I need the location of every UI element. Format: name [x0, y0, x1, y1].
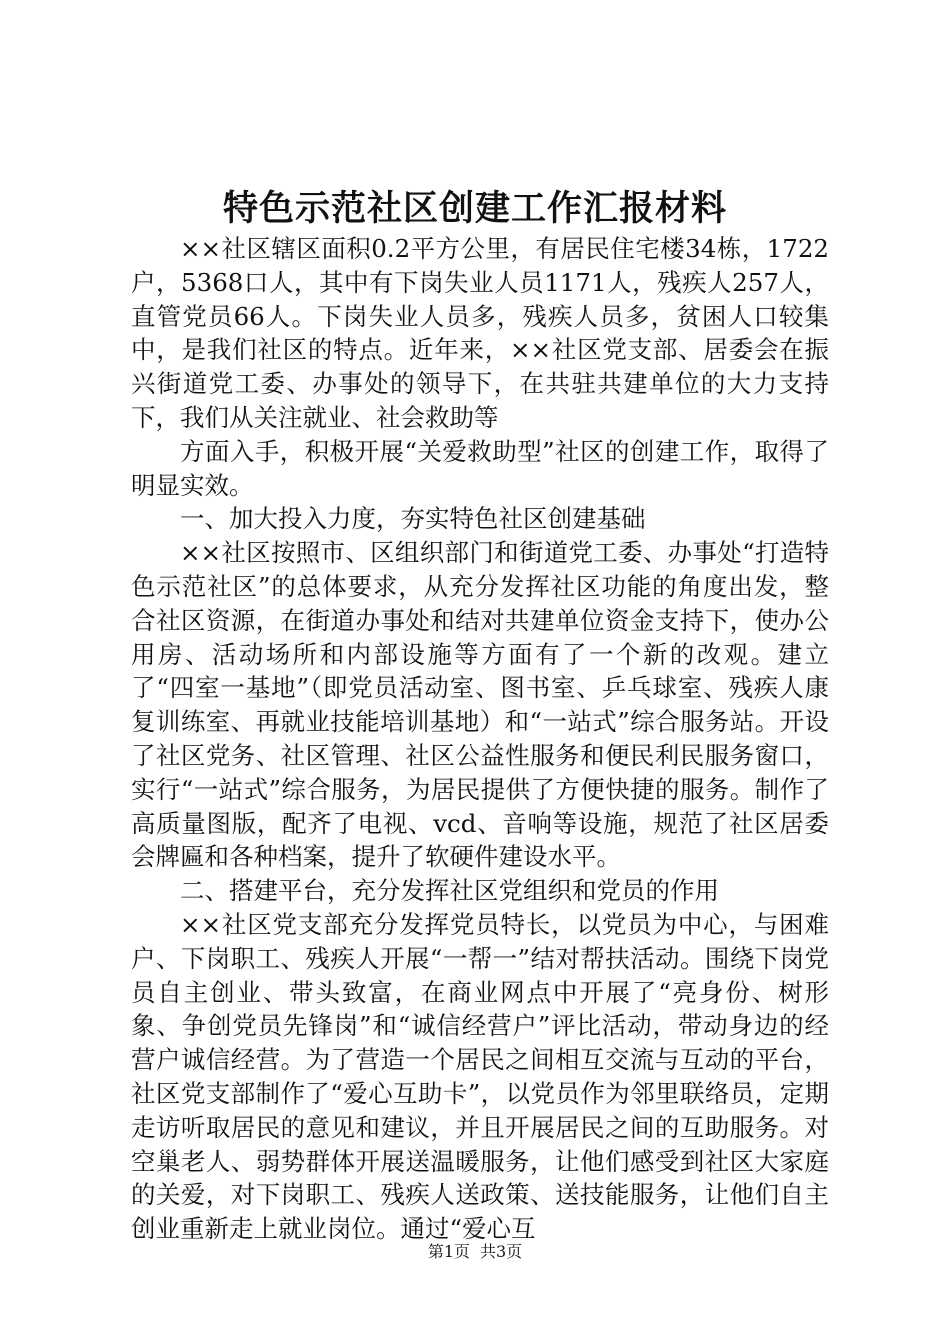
page-footer — [0, 1240, 950, 1264]
paragraph-intro: ××社区辖区面积0.2平方公里，有居民住宅楼34栋，1722户，5368口人，其中有下岗失业人员1171人，残疾人257人，直管党员66人。下岗失业人员多，残疾人员多，贫困人口较集中，是我们社区的特点。近年来，××社区党支部、居委会在振兴街道党工委、办事处的领导下，在共驻共建单位的大力支持下，我们从关注就业、社会救助等 — [131, 234, 829, 432]
document-title: 特色示范社区创建工作汇报材料 — [222, 188, 727, 229]
document-body — [131, 232, 829, 1246]
paragraph-intro-continued: 方面入手，积极开展“关爱救助型”社区的创建工作，取得了明显实效。 — [131, 436, 829, 500]
section-heading-2: 二、搭建平台，充分发挥社区党组织和党员的作用 — [180, 876, 719, 906]
section-heading-1: 一、加大投入力度，夯实特色社区创建基础 — [180, 504, 646, 534]
paragraph-section-1: ××社区按照市、区组织部门和街道党工委、办事处“打造特色示范社区”的总体要求，从充分发挥社区功能的角度出发，整合社区资源，在街道办事处和结对共建单位资金支持下，使办公用房、活动场所和内部设施等方面有了一个新的改观。建立了“四室一基地”（即党员活动室、图书室、乒乓球室、残疾人康复训练室、再就业技能培训基地）和“一站式”综合服务站。开设了社区党务、社区管理、社区公益性服务和便民利民服务窗口，实行“一站式”综合服务，为居民提供了方便快捷的服务。制作了高质量图版，配齐了电视、vcd、音响等设施，规范了社区居委会牌匾和各种档案，提升了软硬件建设水平。 — [131, 538, 829, 872]
page-number-current: 第1页 — [427, 1242, 470, 1261]
page-number-total: 共3页 — [480, 1242, 523, 1261]
paragraph-section-2: ××社区党支部充分发挥党员特长，以党员为中心，与困难户、下岗职工、残疾人开展“一帮一”结对帮扶活动。围绕下岗党员自主创业、带头致富，在商业网点中开展了“亮身份、树形象、争创党员先锋岗”和“诚信经营户”评比活动，带动身边的经营户诚信经营。为了营造一个居民之间相互交流与互动的平台，社区党支部制作了“爱心互助卡”，以党员作为邻里联络员，定期走访听取居民的意见和建议，并且开展居民之间的互助服务。对空巢老人、弱势群体开展送温暖服务，让他们感受到社区大家庭的关爱，对下岗职工、残疾人送政策、送技能服务，让他们自主创业重新走上就业岗位。通过“爱心互 — [131, 909, 829, 1244]
